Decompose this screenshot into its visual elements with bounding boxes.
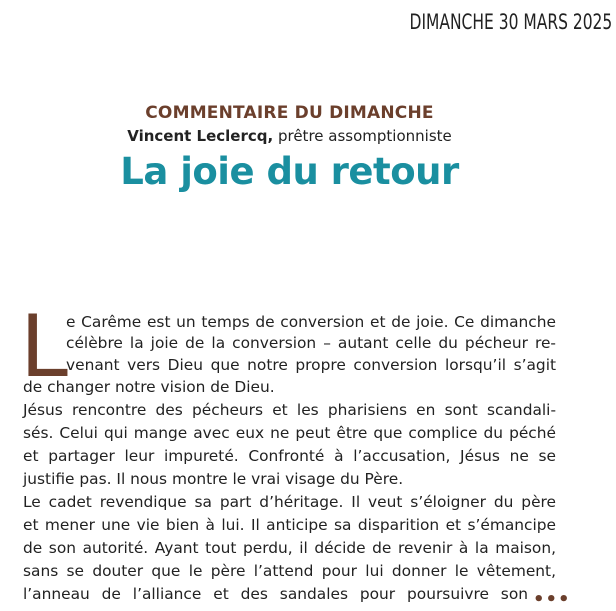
- body-line: Le cadet revendique sa part d’héritage. Il veut s’éloigner du père: [23, 493, 556, 511]
- body-line: et mener une vie bien à lui. Il anticipe sa disparition et s’émancipe: [23, 516, 556, 534]
- body-line: venant vers Dieu que notre propre conversion lorsqu’il s’agit: [66, 356, 556, 374]
- body-line: l’anneau de l’alliance et des sandales pour poursuivre son: [23, 585, 528, 603]
- drop-cap: L: [20, 297, 68, 397]
- body-line: Jésus rencontre des pécheurs et les pharisiens en sont scandali-: [23, 401, 556, 419]
- byline: [0, 127, 579, 145]
- body-line: sés. Celui qui mange avec eux ne peut être que complice du péché: [23, 424, 556, 442]
- continuation-marker: •••: [533, 589, 571, 610]
- body-line: de changer notre vision de Dieu.: [23, 378, 275, 396]
- author-role: prêtre assomptionniste: [273, 127, 452, 145]
- body-line: sans se douter que le père l’attend pour lui donner le vêtement,: [23, 562, 556, 580]
- body-line: de son autorité. Ayant tout perdu, il décide de revenir à la maison,: [23, 539, 556, 557]
- body-line: justifie pas. Il nous montre le vrai visage du Père.: [23, 470, 404, 488]
- body-line: célèbre la joie de la conversion – autant celle du pécheur re-: [66, 334, 556, 352]
- section-kicker: COMMENTAIRE DU DIMANCHE: [145, 103, 434, 123]
- author-name: Vincent Leclercq,: [127, 127, 274, 145]
- body-line: e Carême est un temps de conversion et de joie. Ce dimanche: [66, 313, 556, 331]
- issue-date: DIMANCHE 30 MARS 2025: [409, 10, 612, 34]
- article-title: La joie du retour: [120, 150, 459, 193]
- body-line: et partager leur impureté. Confronté à l’accusation, Jésus ne se: [23, 447, 556, 465]
